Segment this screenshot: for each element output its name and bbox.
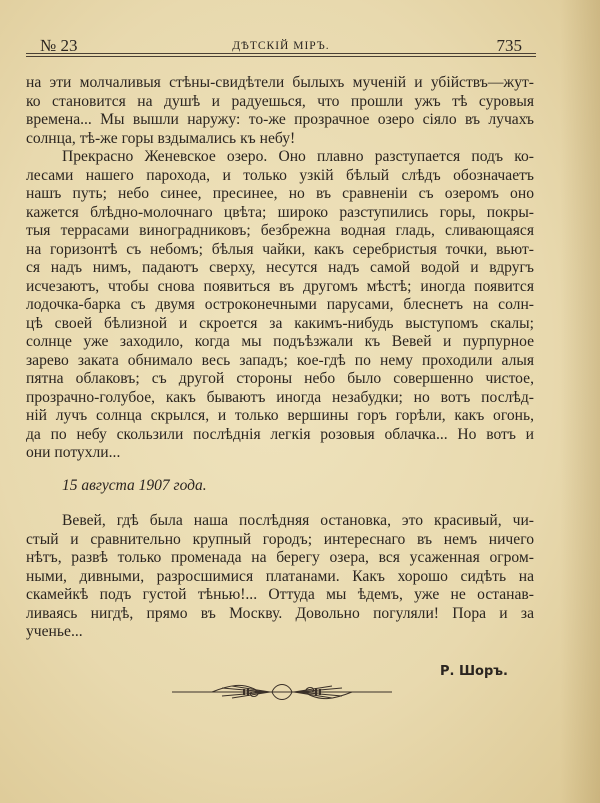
text-line: времена... Мы вышли наружу: то-же прозрачное озеро сіяло въ лучахъ [26,111,534,128]
text-line: стый и сравнительно крупный городъ; интереснаго въ немъ ничего [26,530,534,548]
page-number: 735 [496,36,522,55]
text-line: зарево заката обнимало весь западъ; кое-гдѣ по нему проходили алыя [26,351,534,369]
ornament-divider-icon [172,680,392,704]
journal-title: ДѢТСКІЙ МІРЪ. [232,40,330,52]
text-line: ливаясь нигдѣ, прямо въ Москву. Довольно погуляли! Пора и за [26,604,534,622]
text-line: тыя террасами виноградниковъ; безбрежна водная гладь, сливающаяся [26,222,534,239]
text-line: ся надъ нимъ, падаютъ сверху, несутся надъ самой водой и вдругъ [26,259,534,276]
text-line: солнце уже заходило, когда мы подъѣзжали къ Вевей и пурпурное [26,333,534,350]
paragraph-3 [26,512,534,642]
text-line: нашъ путь; небо синее, пресинее, но въ сравненіи съ озеромъ оно [26,185,534,202]
page-edge-shadow [560,0,600,803]
text-line: Вевей, гдѣ была наша послѣдняя остановка, это красивый, чи- [62,512,534,529]
text-line: лесами нашего парохода, и только узкій бѣлый слѣдъ обозначаетъ [26,166,534,184]
header-rule [26,53,536,57]
text-line: ко становится на душѣ и радуешься, что прошли ужъ тѣ суровыя [26,92,534,110]
text-line: на эти молчаливыя стѣны-свидѣтели былыхъ мученій и убійствъ—жут- [26,74,534,91]
text-line: лодочка-барка съ двумя остроконечными парусами, блеснетъ на солн- [26,296,534,313]
author-signature: Р. Шоръ. [440,664,508,679]
date-heading: 15 августа 1907 года. [62,477,207,494]
text-line: на горизонтѣ съ небомъ; бѣлыя чайки, какъ серебристыя точки, вьют- [26,240,534,258]
text-line: ными, дивными, разросшимися платанами. Какъ хорошо сидѣть на [26,567,534,585]
text-line: они потухли... [26,444,121,461]
text-line: ній лучъ солнца скрылся, и только вершины горъ горѣли, какъ огонь, [26,407,534,424]
text-line: скамейкѣ подъ густой тѣнью!... Оттуда мы ѣдемъ, уже не останав- [26,586,534,603]
text-line: Прекрасно Женевское озеро. Оно плавно разступается подъ ко- [62,148,534,165]
text-line: да по небу скользили послѣднія легкія розовыя облачка... Но вотъ и [26,425,534,443]
text-line: солнца, тѣ-же горы вздымались къ небу! [26,129,296,147]
text-line: нѣтъ, развѣ только променада на берегу озера, вся усаженная огром- [26,549,534,566]
text-line: цѣ своей бѣлизной и скроется за какимъ-нибудь выступомъ скалы; [26,314,534,332]
paragraph-1 [26,74,534,148]
issue-number: № 23 [40,36,78,55]
text-line: пятна облаковъ; съ другой стороны небо было совершенно чистое, [26,370,534,387]
text-line: исчезаютъ, чтобы снова появиться въ другомъ мѣстѣ; иногда появится [26,277,534,295]
text-line: прозрачно-голубое, какъ бываютъ иногда незабудки; но вотъ послѣд- [26,388,534,406]
text-line: кажется блѣдно-молочнаго цвѣта; широко разступились горы, покры- [26,203,534,221]
paragraph-2 [26,148,534,463]
text-line: ученье... [26,623,83,640]
